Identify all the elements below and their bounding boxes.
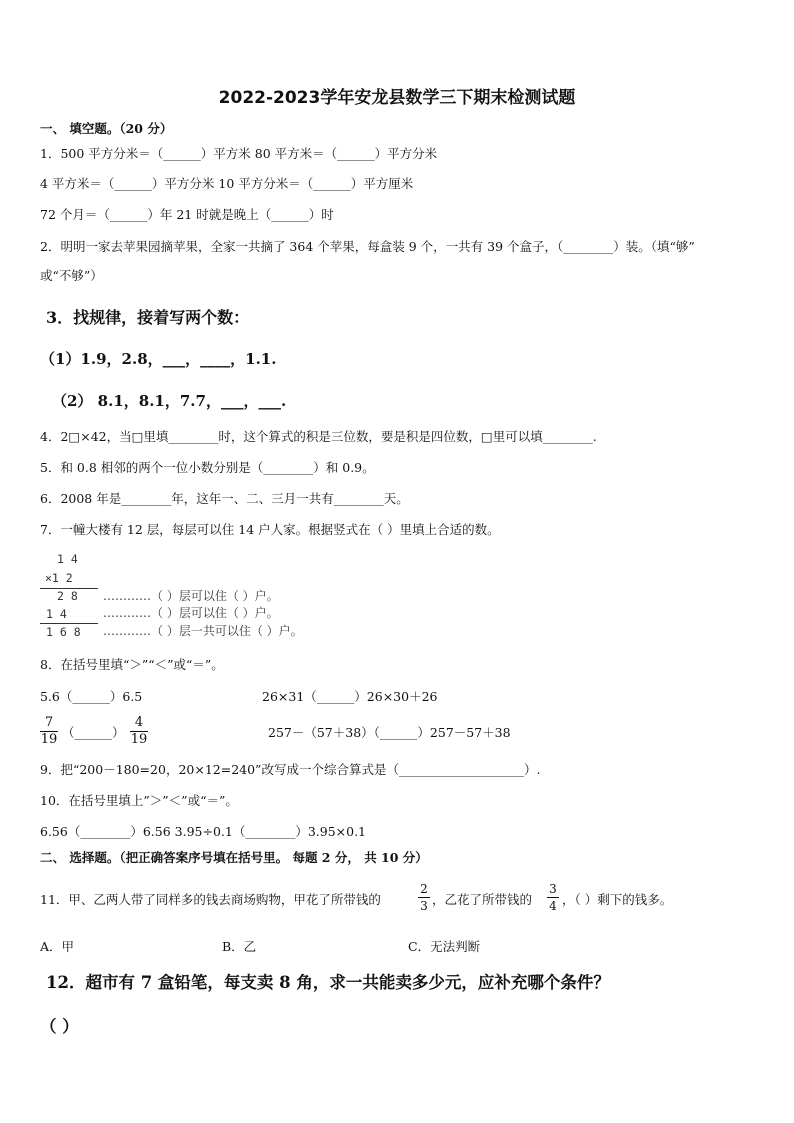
question-8-row-2-right: 257－（57＋38）（______）257－57＋38 (268, 725, 511, 740)
section-1-header: 一、 填空题。（20 分） (40, 121, 173, 136)
fraction-bar (418, 897, 430, 898)
question-3-part-2: （2） 8.1，8.1，7.7，___，___. (52, 392, 287, 410)
section-2-header: 二、 选择题。（把正确答案序号填在括号里。 每题 2 分， 共 10 分） (40, 850, 428, 865)
question-2-line-1: 2．明明一家去苹果园摘苹果，全家一共摘了 364 个苹果，每盒装 9 个，一共有 39 个盒子，（________）装。（填“够” (40, 239, 695, 254)
fraction-4-19 (130, 716, 148, 747)
question-1-line-3: 72 个月＝（______）年 21 时就是晚上（______）时 (40, 207, 334, 222)
question-8-row-2-blank: （______） (62, 725, 125, 740)
question-11-stem-a: 11．甲、乙两人带了同样多的钱去商场购物，甲花了所带钱的 (40, 892, 381, 907)
fraction-numerator: 2 (420, 882, 428, 896)
question-10-stem: 10．在括号里填上”＞”＜”或“＝”。 (40, 793, 238, 808)
calc-line-1: 1 4 (57, 552, 78, 566)
question-7-stem: 7．一幢大楼有 12 层，每层可以住 14 户人家。根据竖式在（ ）里填上合适的数。 (40, 522, 500, 537)
question-8-row-1-right: 26×31（______）26×30＋26 (262, 689, 438, 704)
question-1-line-1: 1．500 平方分米＝（______）平方米 80 平方米＝（______）平方分米 (40, 146, 438, 161)
fraction-3-4 (547, 882, 559, 913)
calc-line-4: 1 4 (46, 607, 67, 621)
fraction-denominator: 3 (420, 899, 428, 913)
fraction-denominator: 19 (130, 732, 148, 747)
fraction-numerator: 7 (44, 715, 54, 730)
question-10-row: 6.56（________）6.56 3.95÷0.1（________）3.95×0.1 (40, 824, 367, 839)
question-3-part-1: （1）1.9，2.8，___，____，1.1. (40, 350, 277, 368)
fraction-numerator: 3 (549, 882, 557, 896)
question-12-blank: （ ） (40, 1017, 79, 1036)
question-4: 4．2□×42，当□里填________时，这个算式的积是三位数，要是积是四位数，□里可以填________. (40, 429, 597, 444)
question-1-line-2: 4 平方米＝（______）平方分米 10 平方分米＝（______）平方厘米 (40, 176, 414, 191)
calc-line-5: 1 6 8 (46, 625, 81, 639)
question-2-line-2: 或“不够”） (40, 268, 103, 283)
question-11-option-c: C．无法判断 (408, 939, 481, 954)
fraction-7-19 (40, 716, 58, 747)
question-5: 5．和 0.8 相邻的两个一位小数分别是（________）和 0.9。 (40, 460, 375, 475)
calc-line-3: 2 8 (57, 589, 78, 603)
calc-note-1: …………（ ）层可以住（ ）户。 (103, 589, 279, 603)
calc-line-2: ×1 2 (45, 571, 73, 585)
fraction-denominator: 4 (549, 899, 557, 913)
question-11-stem-c: ，（ ）剩下的钱多。 (562, 892, 673, 907)
fraction-bar (547, 897, 559, 898)
question-3-stem: 3．找规律，接着写两个数： (46, 308, 250, 327)
question-11-stem-b: ，乙花了所带钱的 (432, 892, 533, 907)
fraction-2-3 (418, 882, 430, 913)
calc-note-3: …………（ ）层一共可以住（ ）户。 (103, 624, 303, 638)
question-12-stem: 12．超市有 7 盒铅笔，每支卖 8 角，求一共能卖多少元，应补充哪个条件？ (46, 973, 610, 992)
question-11-option-b: B．乙 (222, 939, 257, 954)
page-title: 2022-2023学年安龙县数学三下期末检测试题 (218, 88, 576, 108)
calc-rule-2 (40, 623, 98, 624)
question-11-option-a: A．甲 (40, 939, 75, 954)
calc-note-2: …………（ ）层可以住（ ）户。 (103, 606, 279, 620)
question-9: 9．把“200－180=20，20×12=240”改写成一个综合算式是（____________________）. (40, 762, 541, 777)
question-8-row-1-left: 5.6（______）6.5 (40, 689, 143, 704)
fraction-numerator: 4 (134, 715, 144, 730)
fraction-denominator: 19 (40, 732, 58, 747)
question-6: 6．2008 年是________年，这年一、二、三月一共有________天。 (40, 491, 409, 506)
question-8-stem: 8．在括号里填“＞”“＜”或“＝”。 (40, 657, 224, 672)
